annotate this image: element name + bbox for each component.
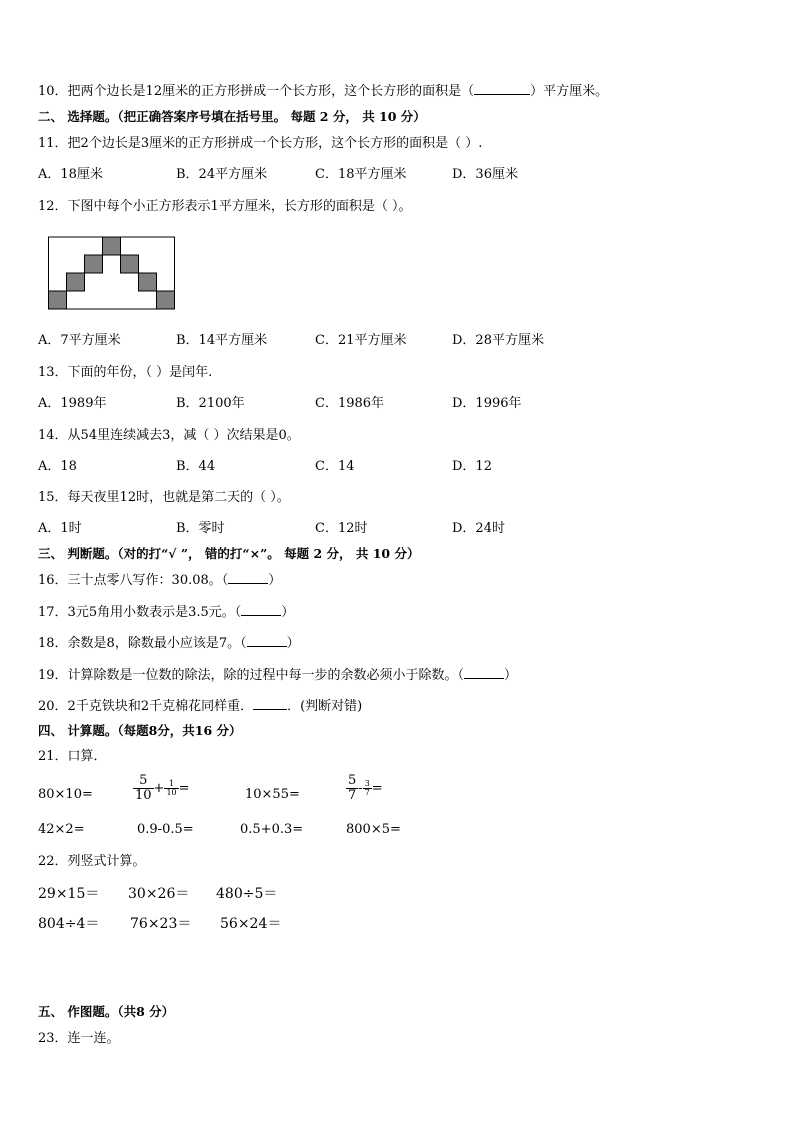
question-text: 18．余数是8，除数最小应该是7。（ (38, 636, 247, 651)
option-d[interactable]: D．12 (452, 459, 492, 474)
option-d[interactable]: D．24时 (452, 521, 505, 536)
section-4-title: 四、 计算题。（每题8分，共16 分） (38, 723, 242, 738)
option-a[interactable]: A．1989年 (38, 396, 107, 411)
section-3-title: 三、 判断题。（对的打“√ ”， 错的打“×”。 每题 2 分， 共 10 分） (38, 546, 420, 561)
option-d[interactable]: D．28平方厘米 (452, 333, 544, 348)
small-fraction: $\frac{1}{10}$ (166, 779, 177, 797)
shaded-square (67, 273, 85, 291)
vertical-calc-item: 480÷5＝ (216, 886, 278, 902)
option-b[interactable]: B．24平方厘米 (176, 167, 268, 182)
section-2-title: 二、 选择题。（把正确答案序号填在括号里。 每题 2 分， 共 10 分） (38, 109, 426, 124)
shaded-square (85, 255, 103, 273)
option-b[interactable]: B．2100年 (176, 396, 245, 411)
question-13: 13．下面的年份，（ ）是闰年. (38, 365, 213, 380)
shaded-square (49, 291, 67, 309)
oral-calc-item: 80×10= (38, 787, 93, 802)
question-text-after: ） (268, 573, 282, 588)
shaded-square (157, 291, 175, 309)
fraction: $\frac{5}{7}$ (348, 773, 357, 803)
option-a[interactable]: A．18 (38, 459, 77, 474)
option-d[interactable]: D．1996年 (452, 396, 522, 411)
question-14: 14．从54里连续减去3，减（ ）次结果是0。 (38, 428, 300, 443)
oral-calc-item: 0.5+0.3= (240, 822, 304, 837)
vertical-calc-item: 29×15＝ (38, 886, 100, 902)
oral-calc-item: 0.9-0.5= (137, 822, 194, 837)
question-16 (38, 571, 281, 590)
question-text: 20．2千克铁块和2千克棉花同样重． (38, 699, 254, 714)
vertical-calc-item: 30×26＝ (128, 886, 190, 902)
question-23: 23．连一连。 (38, 1031, 120, 1046)
answer-blank[interactable] (228, 571, 268, 584)
answer-blank[interactable] (474, 82, 530, 95)
answer-blank[interactable] (241, 603, 281, 616)
oral-calc-item: $\frac{5}{10}$ + $\frac{1}{10}$ = (135, 773, 190, 803)
option-b[interactable]: B．零时 (176, 521, 225, 536)
question-text: 19．计算除数是一位数的除法，除的过程中每一步的余数必须小于除数。（ (38, 668, 465, 683)
question-18 (38, 634, 300, 653)
vertical-calc-item: 804÷4＝ (38, 916, 100, 932)
option-a[interactable]: A．7平方厘米 (38, 333, 121, 348)
shaded-square (121, 255, 139, 273)
question-15: 15．每天夜里12时，也就是第二天的（ ）。 (38, 490, 290, 505)
question-text: 17．3元5角用小数表示是3.5元。（ (38, 605, 242, 620)
option-c[interactable]: C．21平方厘米 (315, 333, 407, 348)
question-19 (38, 666, 517, 685)
question-20 (38, 697, 362, 716)
answer-blank[interactable] (247, 634, 287, 647)
option-c[interactable]: C．12时 (315, 521, 368, 536)
oral-calc-item: $\frac{5}{7}$ - $\frac{3}{7}$ = (348, 773, 383, 803)
vertical-calc-item: 56×24＝ (220, 916, 282, 932)
question-text: 16．三十点零八写作：30.08。（ (38, 573, 229, 588)
question-text: 10．把两个边长是12厘米的正方形拼成一个长方形，这个长方形的面积是（ (38, 84, 475, 99)
question-17 (38, 603, 294, 622)
answer-blank[interactable] (253, 697, 287, 710)
option-d[interactable]: D．36厘米 (452, 167, 518, 182)
section-5-title: 五、 作图题。（共8 分） (38, 1004, 175, 1019)
shaded-square (139, 273, 157, 291)
option-b[interactable]: B．14平方厘米 (176, 333, 268, 348)
shaded-square (103, 237, 121, 255)
staircase-squares-figure (48, 236, 176, 310)
question-10 (38, 82, 608, 101)
option-c[interactable]: C．14 (315, 459, 355, 474)
option-a[interactable]: A．1时 (38, 521, 82, 536)
question-12: 12．下图中每个小正方形表示1平方厘米，长方形的面积是（ ）。 (38, 199, 412, 214)
question-text-after: ） (504, 668, 518, 683)
small-fraction: $\frac{3}{7}$ (364, 779, 370, 797)
oral-calc-item: 800×5= (346, 822, 401, 837)
option-b[interactable]: B．44 (176, 459, 216, 474)
question-text-after: ） (281, 605, 295, 620)
option-c[interactable]: C．18平方厘米 (315, 167, 407, 182)
option-c[interactable]: C．1986年 (315, 396, 385, 411)
question-11: 11．把2个边长是3厘米的正方形拼成一个长方形，这个长方形的面积是（ ）. (38, 136, 483, 151)
answer-blank[interactable] (464, 666, 504, 679)
option-a[interactable]: A．18厘米 (38, 167, 103, 182)
oral-calc-item: 10×55= (245, 787, 300, 802)
question-text-after: ．(判断对错) (287, 699, 363, 714)
question-22: 22．列竖式计算。 (38, 854, 146, 869)
question-text-after: ）平方厘米。 (530, 84, 609, 99)
oral-calc-item: 42×2= (38, 822, 85, 837)
question-text-after: ） (286, 636, 300, 651)
vertical-calc-item: 76×23＝ (130, 916, 192, 932)
question-21: 21．口算． (38, 749, 107, 764)
fraction: $\frac{5}{10}$ (135, 773, 152, 803)
